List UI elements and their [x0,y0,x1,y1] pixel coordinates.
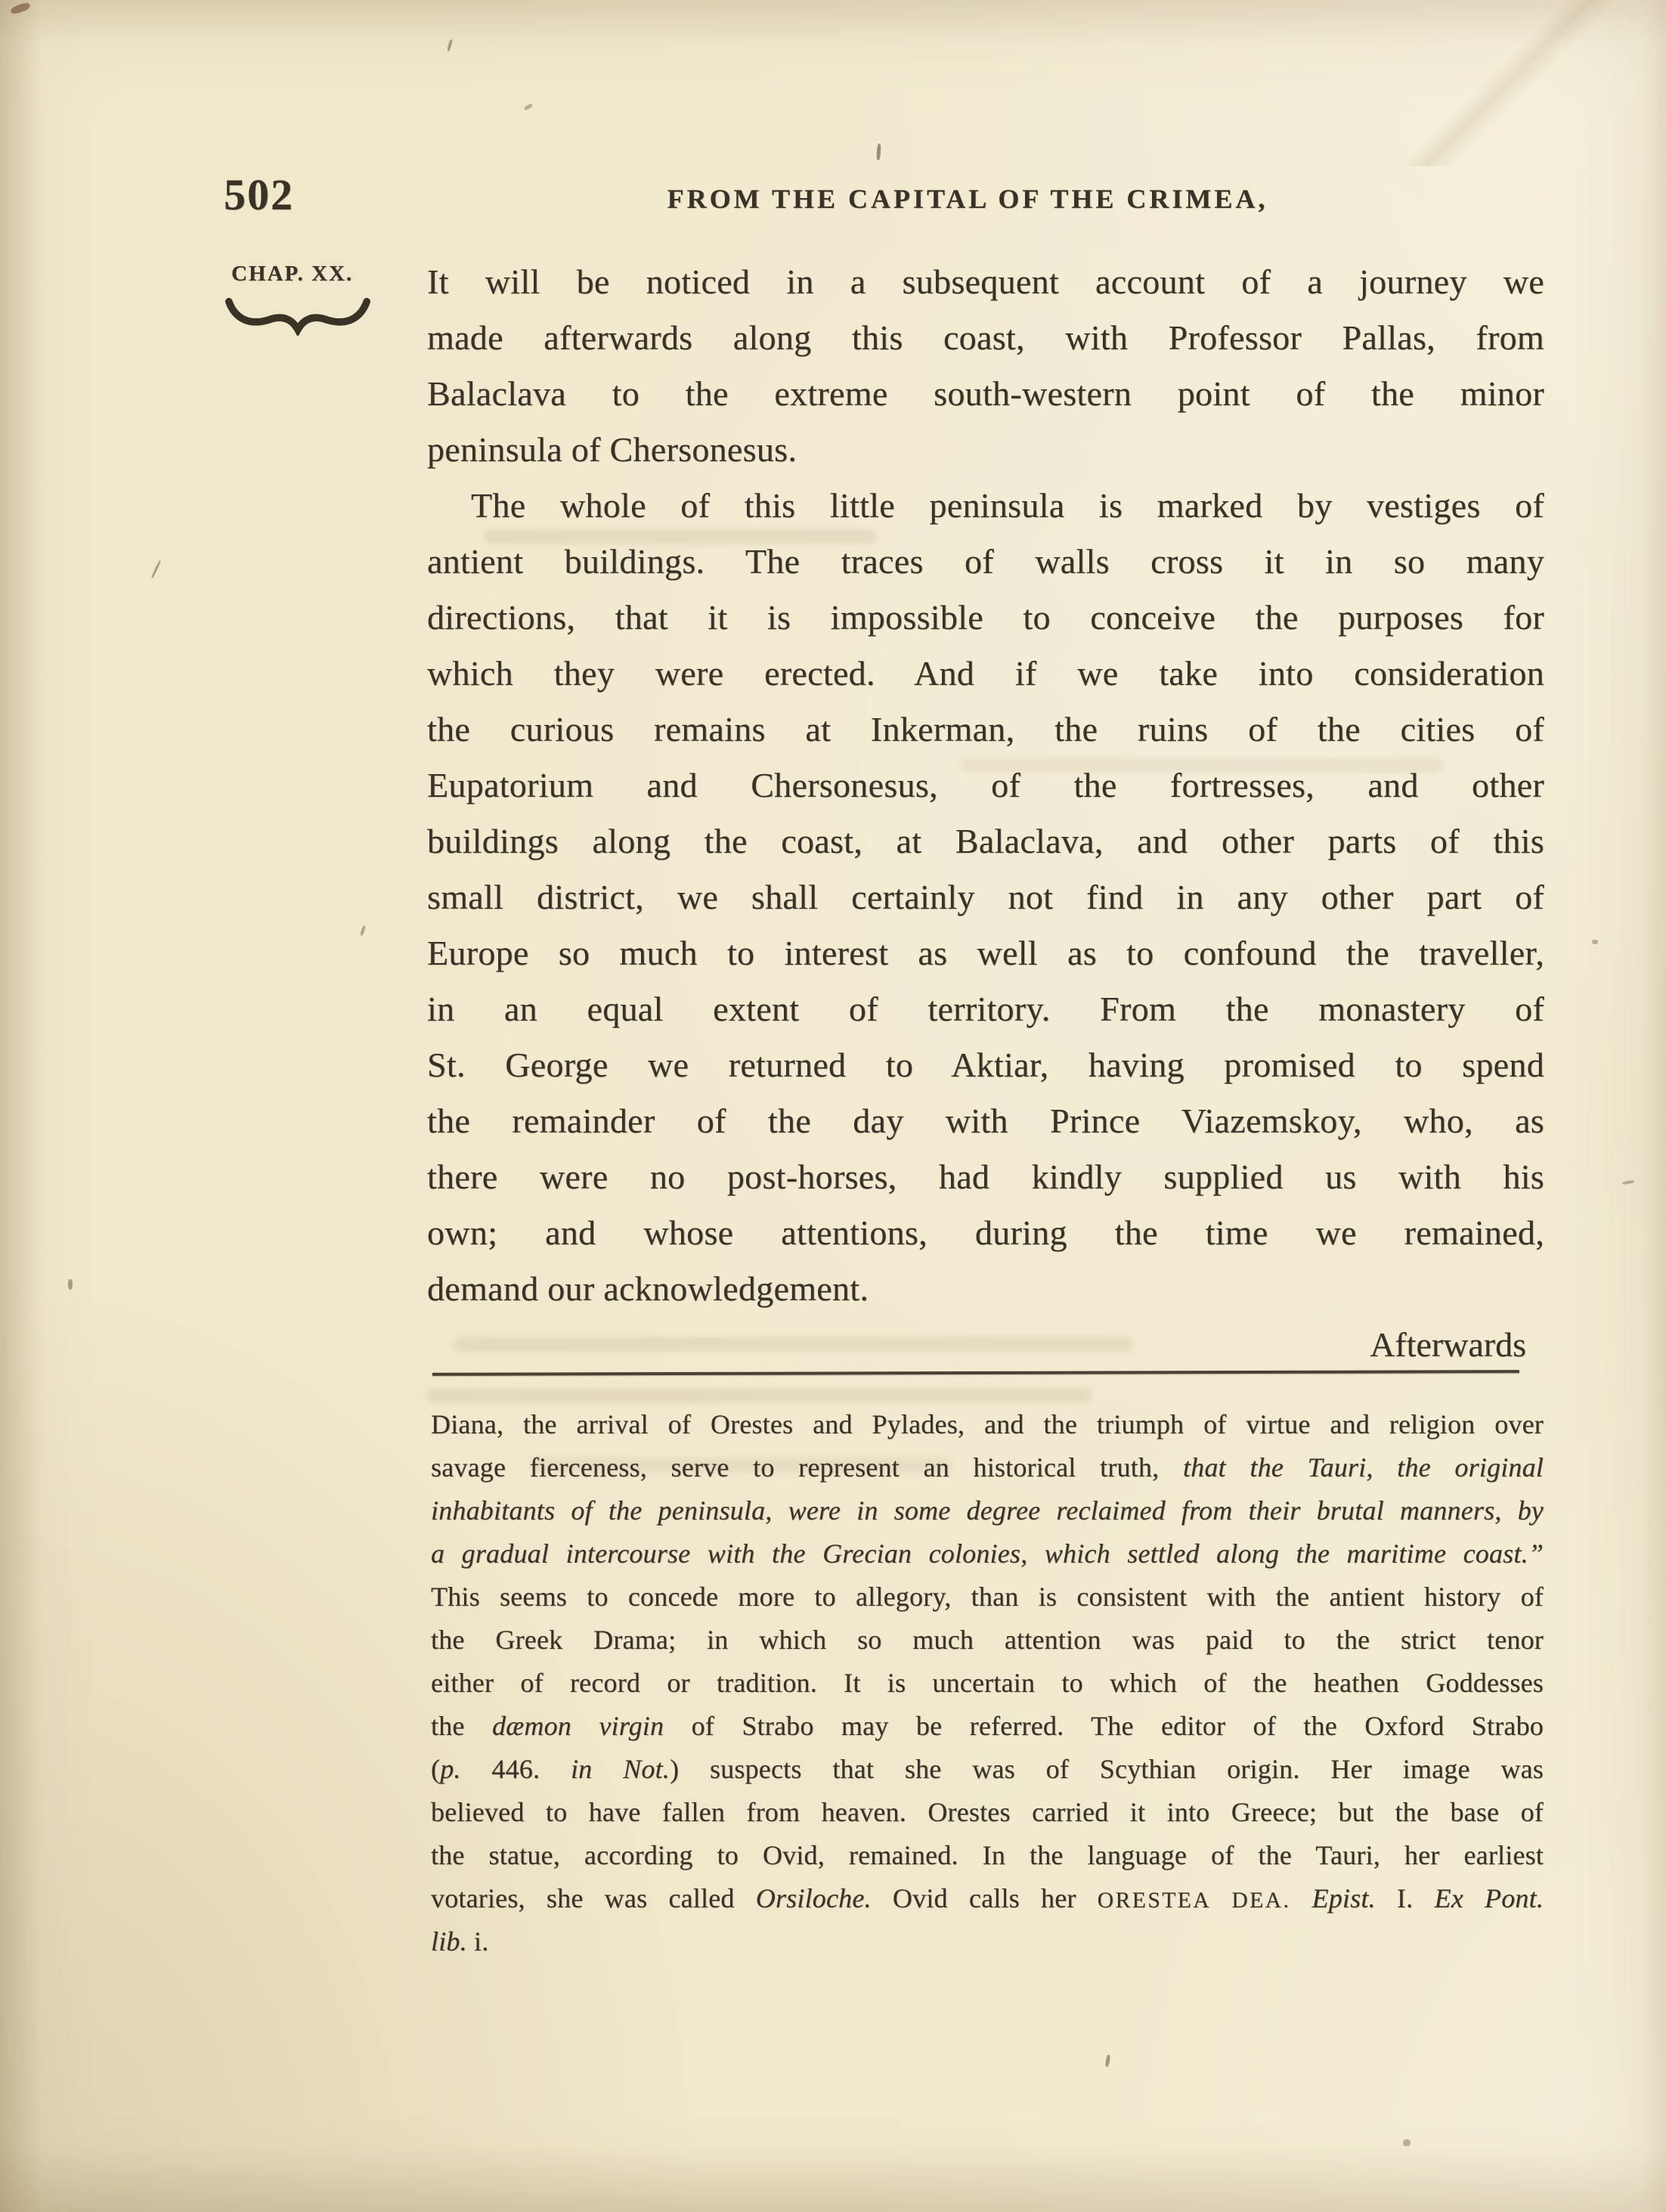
paper-speck [68,1279,73,1290]
body-text-line: Balaclava to the extreme south-western point of the minor [427,374,1544,413]
chapter-margin-note: CHAP. XX. [231,262,354,286]
body-text-line: directions, that it is impossible to conceive the purposes for [427,598,1544,637]
footnote-line: a gradual intercourse with the Grecian colonies, which settled along the maritime coast.” [431,1538,1544,1569]
footnote-line: votaries, she was called Orsiloche. Ovid calls her ORESTEA DEA. Epist. I. Ex Pont. [431,1883,1544,1913]
show-through-smudge [427,1388,1092,1403]
page-crease [1349,0,1666,166]
paper-speck [1622,1180,1634,1185]
body-text-line: peninsula of Chersonesus. [427,430,797,469]
body-text-line: the curious remains at Inkerman, the ruins of the cities of [427,710,1544,748]
catchword: Afterwards [1370,1325,1526,1364]
body-text-line: Eupatorium and Chersonesus, of the fortresses, and other [427,766,1544,804]
body-text-line: buildings along the coast, at Balaclava, and other parts of this [427,822,1544,860]
footnote-line: Diana, the arrival of Orestes and Pylades, and the triumph of virtue and religion over [431,1409,1544,1439]
paper-speck [1592,940,1598,944]
paper-speck [1403,2139,1411,2146]
paper-speck [10,2,31,15]
footnote-line: the dæmon virgin of Strabo may be referred. The editor of the Oxford Strabo [431,1711,1544,1741]
footnote-line: savage fierceness, serve to represent an historical truth, that the Tauri, the original [431,1452,1544,1482]
body-text-line: antient buildings. The traces of walls cross it in so many [427,542,1544,581]
paper-speck [447,39,453,51]
body-text-line: the remainder of the day with Prince Viazemskoy, who, as [427,1101,1544,1140]
paper-speck [876,144,881,160]
footnote-line: either of record or tradition. It is uncertain to which of the heathen Goddesses [431,1668,1544,1698]
body-text-line: The whole of this little peninsula is marked by vestiges of [471,486,1544,525]
paper-speck [1105,2055,1111,2068]
body-text-line: which they were erected. And if we take into consideration [427,654,1544,692]
paper-speck [524,103,534,110]
body-text [427,254,1544,1317]
body-text-line: own; and whose attentions, during the time we remained, [427,1213,1544,1252]
footnote-line: the statue, according to Ovid, remained. In the language of the Tauri, her earliest [431,1840,1544,1870]
body-text-line: in an equal extent of territory. From the monastery of [427,990,1544,1028]
footnote-text [431,1403,1544,1963]
footnote-line: (p. 446. in Not.) suspects that she was of Scythian origin. Her image was [431,1754,1544,1784]
footnote-line: lib. i. [431,1926,489,1956]
paper-speck [360,925,366,937]
footnote-line: the Greek Drama; in which so much attention was paid to the strict tenor [431,1625,1544,1655]
page-number: 502 [224,170,294,219]
body-text-line: small district, we shall certainly not find in any other part of [427,878,1544,916]
body-text-line: Europe so much to interest as well as to confound the traveller, [427,934,1544,972]
footnote-line: inhabitants of the peninsula, were in some degree reclaimed from their brutal manners, by [431,1495,1544,1526]
paper-speck [151,560,162,579]
running-header: FROM THE CAPITAL OF THE CRIMEA, [667,184,1268,214]
body-text-line: demand our acknowledgement. [427,1269,869,1308]
body-text-line: It will be noticed in a subsequent account of a journey we [427,262,1544,301]
body-text-line: there were no post-horses, had kindly supplied us with his [427,1157,1544,1196]
body-text-line: made afterwards along this coast, with Professor Pallas, from [427,318,1544,357]
footnote-line: This seems to concede more to allegory, than is consistent with the antient history of [431,1582,1544,1612]
footnote-line: believed to have fallen from heaven. Orestes carried it into Greece; but the base of [431,1797,1544,1827]
body-text-line: St. George we returned to Aktiar, having promised to spend [427,1046,1544,1084]
chapter-brace-ornament [225,292,370,336]
